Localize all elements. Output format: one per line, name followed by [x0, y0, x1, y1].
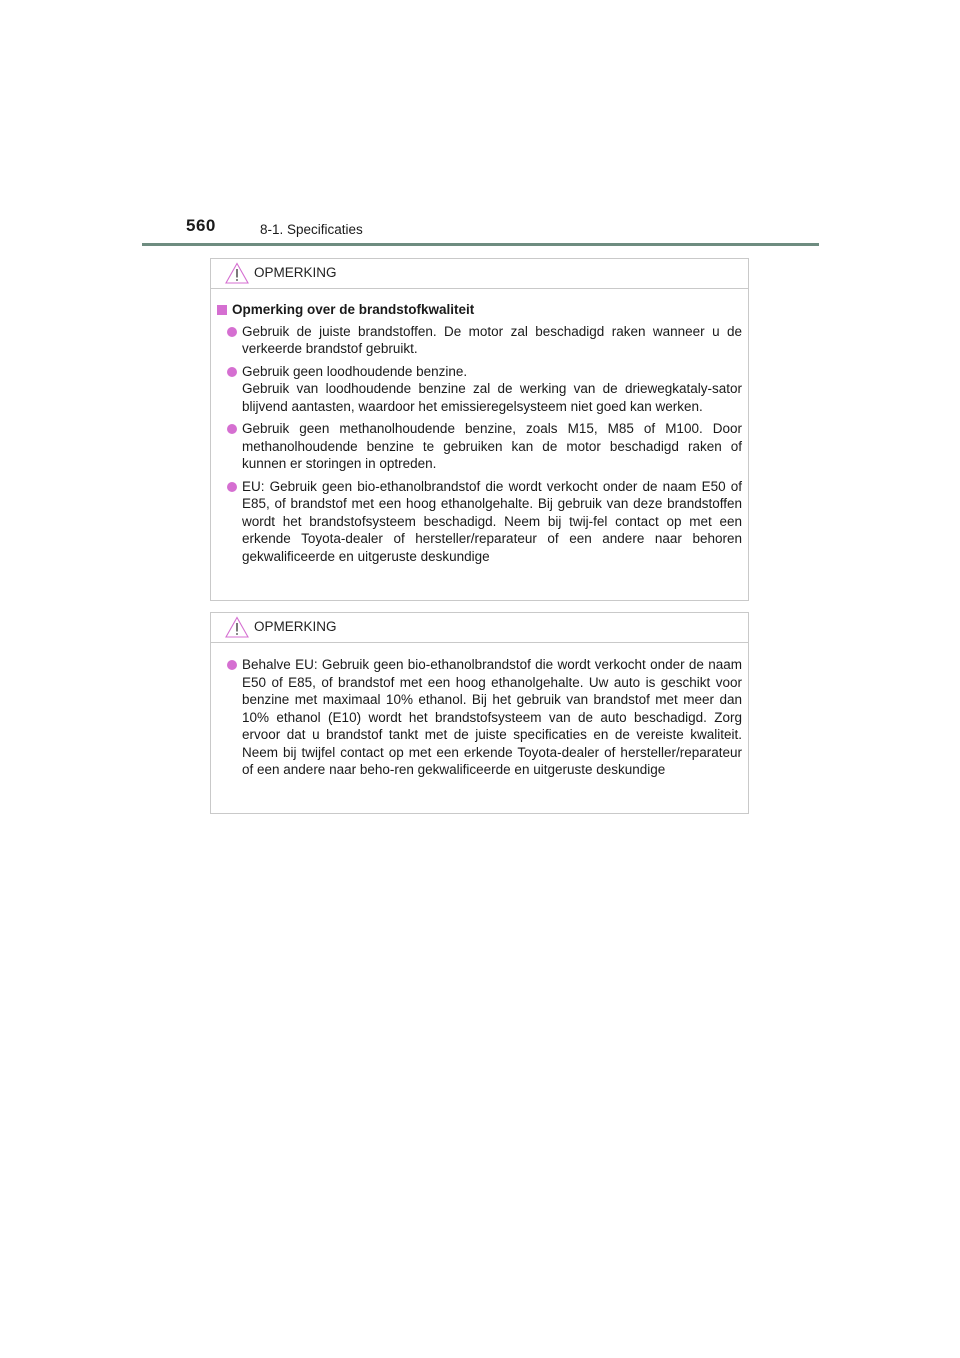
section-title: 8-1. Specificaties: [260, 222, 363, 237]
notice-box-fuel-quality: [210, 258, 749, 601]
bullet-icon: [227, 424, 237, 434]
page-number: 560: [186, 216, 216, 235]
item-text: Gebruik van loodhoudende benzine zal de werking van de driewegkataly-sator blijvend aantasten, waardoor het emissieregelsysteem niet goed kan werken.: [242, 381, 742, 414]
list-item: [217, 363, 742, 416]
list-item: [217, 478, 742, 566]
bullet-icon: [227, 660, 237, 670]
page-header: [0, 0, 960, 250]
subheading-text: Opmerking over de brandstofkwaliteit: [232, 302, 475, 317]
warning-triangle-icon: [225, 262, 249, 284]
list-item: [217, 656, 742, 779]
notice-header: [211, 613, 748, 643]
notice-box-ethanol: [210, 612, 749, 814]
square-bullet-icon: [217, 305, 227, 315]
subheading: [217, 301, 742, 319]
item-text: Gebruik de juiste brandstoffen. De motor zal beschadigd raken wanneer u de verkeerde brandstof gebruikt.: [242, 323, 742, 356]
header-rule: [142, 243, 819, 246]
notice-body: [211, 643, 748, 779]
item-text: EU: Gebruik geen bio-ethanolbrandstof die wordt verkocht onder de naam E50 of E85, of brandstof met een hoog ethanolgehalte. Bij gebruik van deze brandstoffen wordt het brandstofsysteem beschadigd. Neem bij twij-fel contact op met een erkende Toyota-dealer of hersteller/reparateur of een andere naar behoren gekwalificeerde en uitgeruste deskundige: [242, 478, 742, 564]
item-text: Behalve EU: Gebruik geen bio-ethanolbrandstof die wordt verkocht onder de naam E50 of E85, of brandstof met een hoog ethanolgehalte. Uw auto is geschikt voor benzine met maximaal 10% ethanol. Bij het gebruik van brandstof met meer dan 10% ethanol (E10) wordt het brandstofsysteem van de auto beschadigd. Zorg ervoor dat u brandstof tankt met de juiste specificaties en de vereiste kwaliteit. Neem bij twijfel contact op met een erkende Toyota-dealer of hersteller/reparateur of een andere naar beho-ren gekwalificeerde en uitgeruste deskundige: [242, 657, 742, 777]
bullet-icon: [227, 482, 237, 492]
notice-header: [211, 259, 748, 289]
item-text: Gebruik geen methanolhoudende benzine, zoals M15, M85 of M100. Door methanolhoudende benzine te gebruiken kan de motor beschadigd raken of kunnen er storingen in optreden.: [242, 421, 742, 471]
bullet-icon: [227, 327, 237, 337]
bullet-icon: [227, 367, 237, 377]
list-item: [217, 420, 742, 473]
warning-triangle-icon: [225, 616, 249, 638]
notice-body: [211, 289, 748, 565]
item-text: Gebruik geen loodhoudende benzine.: [242, 363, 468, 379]
list-item: [217, 323, 742, 358]
notice-label: OPMERKING: [254, 265, 337, 280]
notice-label: OPMERKING: [254, 619, 337, 634]
